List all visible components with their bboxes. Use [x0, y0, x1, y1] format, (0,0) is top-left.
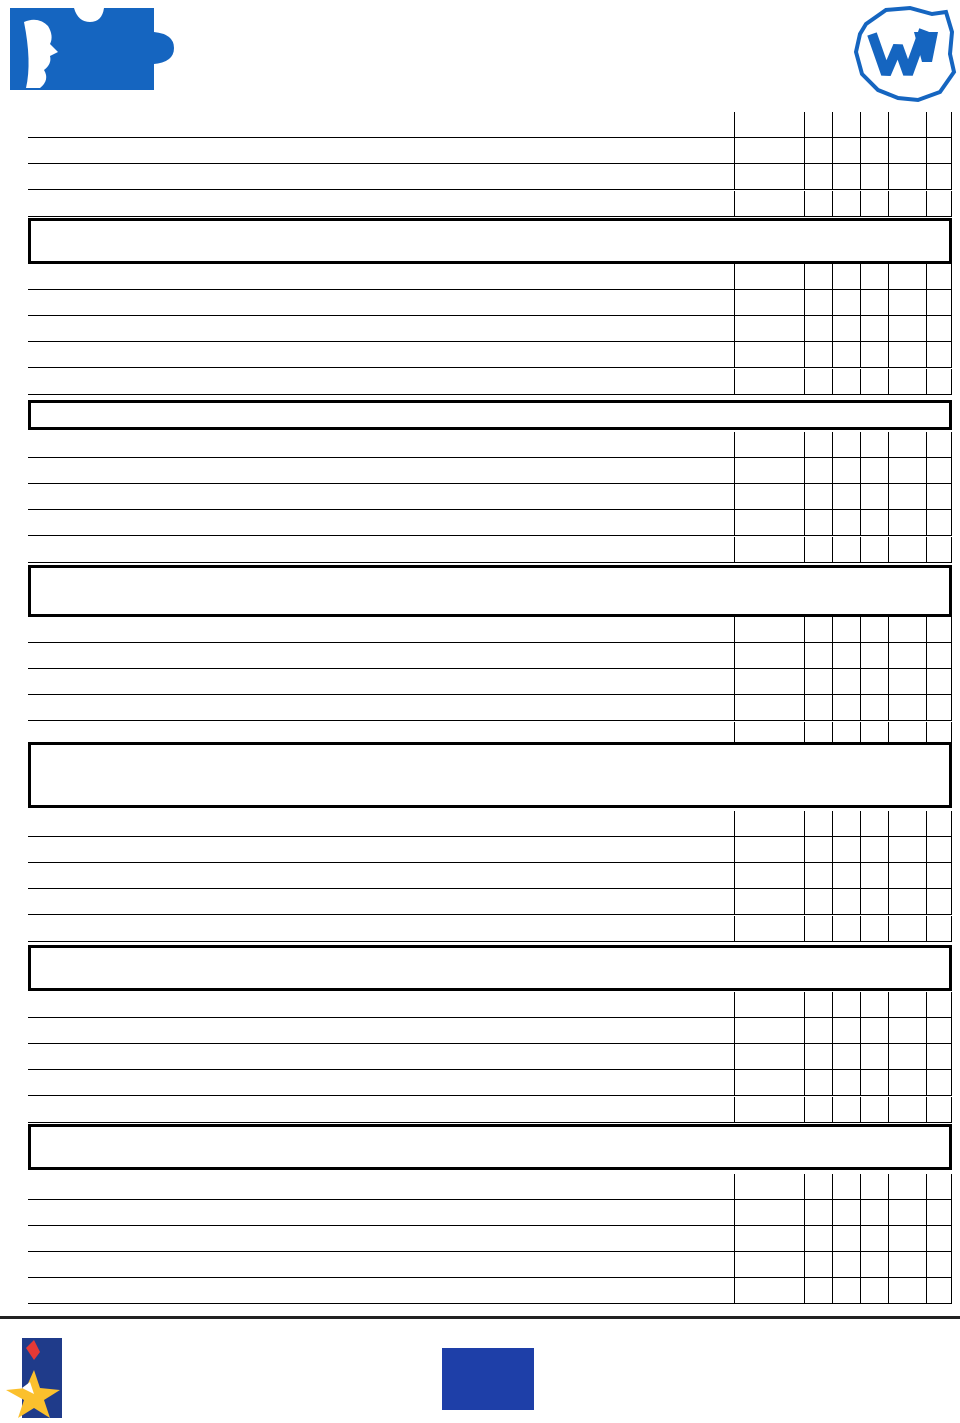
table-cell [860, 1044, 888, 1070]
table-row [28, 1200, 952, 1226]
table-cell [860, 191, 888, 217]
table-cell [888, 510, 926, 536]
question-heading [28, 1124, 952, 1170]
row-label [28, 1200, 734, 1226]
table-row [28, 916, 952, 942]
table-row [28, 432, 952, 458]
row-label [28, 264, 734, 290]
table-cell [926, 1200, 952, 1226]
row-label [28, 916, 734, 942]
table-cell [804, 1070, 832, 1096]
table-row [28, 138, 952, 164]
table-cell [734, 863, 804, 889]
table-cell [832, 695, 860, 721]
kapital-ludzki-star-logo [4, 1338, 66, 1418]
table-cell [926, 916, 952, 942]
table-cell [804, 316, 832, 342]
table-cell [734, 811, 804, 837]
table-cell [734, 837, 804, 863]
table-cell [832, 432, 860, 458]
table-cell [926, 316, 952, 342]
kreatywny-humanista-puzzle-logo [4, 2, 180, 94]
table-cell [734, 669, 804, 695]
table-cell [860, 992, 888, 1018]
table-row [28, 164, 952, 190]
row-label [28, 643, 734, 669]
table-cell [804, 510, 832, 536]
table-cell [804, 1174, 832, 1200]
table-cell [832, 138, 860, 164]
table-cell [860, 617, 888, 643]
eu-flag-icon [442, 1348, 534, 1410]
table-cell [926, 112, 952, 138]
table-cell [926, 669, 952, 695]
table-cell [832, 669, 860, 695]
table-row [28, 537, 952, 563]
row-label [28, 811, 734, 837]
table-cell [804, 537, 832, 563]
table-cell [888, 537, 926, 563]
table-cell [734, 290, 804, 316]
row-label [28, 1097, 734, 1123]
table-cell [832, 863, 860, 889]
table-cell [734, 1252, 804, 1278]
table-row [28, 617, 952, 643]
row-label [28, 458, 734, 484]
table-cell [860, 138, 888, 164]
table-cell [926, 617, 952, 643]
table-cell [860, 164, 888, 190]
table-row [28, 1070, 952, 1096]
table-row [28, 643, 952, 669]
table-cell [734, 342, 804, 368]
table-cell [832, 164, 860, 190]
table-cell [734, 432, 804, 458]
table-cell [734, 1070, 804, 1096]
table-cell [860, 1097, 888, 1123]
table-row [28, 695, 952, 721]
table-cell [926, 369, 952, 395]
table-cell [888, 1200, 926, 1226]
table-cell [888, 669, 926, 695]
table-row [28, 669, 952, 695]
page-footer [0, 1330, 960, 1423]
table-row [28, 369, 952, 395]
table-cell [888, 916, 926, 942]
table-cell [804, 164, 832, 190]
table-cell [926, 643, 952, 669]
table-cell [734, 1278, 804, 1304]
table-cell [804, 837, 832, 863]
row-label [28, 191, 734, 217]
table-cell [926, 863, 952, 889]
table-cell [860, 1018, 888, 1044]
table-cell [926, 992, 952, 1018]
table-cell [860, 316, 888, 342]
table-cell [734, 484, 804, 510]
table-cell [888, 164, 926, 190]
table-cell [832, 1070, 860, 1096]
table-cell [734, 537, 804, 563]
table-cell [832, 811, 860, 837]
table-cell [860, 1070, 888, 1096]
table-cell [804, 916, 832, 942]
table-cell [832, 1174, 860, 1200]
table-cell [888, 138, 926, 164]
table-cell [734, 643, 804, 669]
table-cell [888, 889, 926, 915]
table-cell [860, 290, 888, 316]
table-cell [804, 643, 832, 669]
table-cell [888, 342, 926, 368]
row-label [28, 1070, 734, 1096]
table-row [28, 1097, 952, 1123]
table-cell [832, 617, 860, 643]
table-cell [926, 164, 952, 190]
footer-rule [0, 1316, 960, 1319]
row-label [28, 837, 734, 863]
table-row [28, 191, 952, 217]
question-heading [28, 400, 952, 430]
table-cell [888, 264, 926, 290]
table-cell [832, 992, 860, 1018]
table-cell [888, 458, 926, 484]
table-row [28, 837, 952, 863]
table-cell [860, 432, 888, 458]
table-cell [832, 510, 860, 536]
table-cell [804, 369, 832, 395]
table-cell [888, 1097, 926, 1123]
row-label [28, 138, 734, 164]
table-cell [832, 316, 860, 342]
table-cell [926, 811, 952, 837]
table-cell [926, 1070, 952, 1096]
table-cell [804, 432, 832, 458]
table-cell [888, 811, 926, 837]
row-label [28, 1174, 734, 1200]
table-cell [734, 1174, 804, 1200]
table-row [28, 342, 952, 368]
table-cell [832, 342, 860, 368]
table-cell [832, 1097, 860, 1123]
table-cell [860, 1278, 888, 1304]
table-cell [804, 1278, 832, 1304]
row-label [28, 992, 734, 1018]
table-cell [926, 695, 952, 721]
question-heading [28, 945, 952, 991]
table-cell [926, 432, 952, 458]
table-cell [926, 889, 952, 915]
table-cell [888, 290, 926, 316]
table-cell [860, 458, 888, 484]
table-cell [832, 1278, 860, 1304]
row-label [28, 1226, 734, 1252]
table-cell [832, 1226, 860, 1252]
table-cell [888, 112, 926, 138]
table-cell [860, 342, 888, 368]
table-cell [804, 617, 832, 643]
table-cell [860, 369, 888, 395]
table-cell [734, 191, 804, 217]
table-cell [888, 316, 926, 342]
table-cell [804, 1044, 832, 1070]
table-cell [804, 290, 832, 316]
table-cell [832, 264, 860, 290]
table-cell [888, 837, 926, 863]
table-cell [926, 1252, 952, 1278]
row-label [28, 617, 734, 643]
row-label [28, 889, 734, 915]
table-cell [804, 1226, 832, 1252]
table-cell [804, 484, 832, 510]
table-cell [804, 191, 832, 217]
table-cell [734, 316, 804, 342]
table-cell [860, 1200, 888, 1226]
row-label [28, 669, 734, 695]
table-row [28, 1278, 952, 1304]
table-row [28, 264, 952, 290]
table-cell [832, 1252, 860, 1278]
table-cell [860, 669, 888, 695]
table-cell [926, 1226, 952, 1252]
table-cell [832, 537, 860, 563]
table-cell [734, 617, 804, 643]
table-cell [860, 695, 888, 721]
table-cell [734, 510, 804, 536]
row-label [28, 1278, 734, 1304]
table-cell [804, 992, 832, 1018]
table-row [28, 510, 952, 536]
table-row [28, 1174, 952, 1200]
table-cell [860, 112, 888, 138]
table-cell [832, 458, 860, 484]
row-label [28, 369, 734, 395]
table-cell [832, 1044, 860, 1070]
table-cell [860, 643, 888, 669]
table-cell [734, 458, 804, 484]
table-cell [926, 1044, 952, 1070]
table-cell [888, 191, 926, 217]
table-cell [804, 1252, 832, 1278]
row-label [28, 342, 734, 368]
table-cell [860, 1226, 888, 1252]
table-cell [804, 1097, 832, 1123]
table-cell [888, 1252, 926, 1278]
table-row [28, 992, 952, 1018]
table-cell [832, 191, 860, 217]
table-cell [804, 1200, 832, 1226]
table-cell [734, 164, 804, 190]
table-cell [888, 484, 926, 510]
table-cell [734, 369, 804, 395]
table-cell [860, 811, 888, 837]
table-cell [860, 863, 888, 889]
table-cell [926, 1278, 952, 1304]
table-cell [832, 1018, 860, 1044]
table-cell [860, 264, 888, 290]
table-cell [804, 112, 832, 138]
table-cell [888, 1044, 926, 1070]
row-label [28, 1018, 734, 1044]
table-cell [860, 510, 888, 536]
table-row [28, 1252, 952, 1278]
table-cell [832, 290, 860, 316]
table-cell [926, 264, 952, 290]
table-cell [832, 837, 860, 863]
table-cell [734, 916, 804, 942]
table-cell [926, 138, 952, 164]
row-label [28, 1044, 734, 1070]
table-cell [888, 1278, 926, 1304]
table-cell [832, 889, 860, 915]
row-label [28, 432, 734, 458]
row-label [28, 112, 734, 138]
table-cell [860, 537, 888, 563]
table-cell [734, 1226, 804, 1252]
table-cell [926, 342, 952, 368]
table-cell [734, 1018, 804, 1044]
row-label [28, 863, 734, 889]
table-cell [804, 264, 832, 290]
table-row [28, 1018, 952, 1044]
table-cell [888, 863, 926, 889]
row-label [28, 510, 734, 536]
table-row [28, 1044, 952, 1070]
row-label [28, 290, 734, 316]
table-cell [888, 1226, 926, 1252]
table-cell [734, 889, 804, 915]
table-cell [832, 643, 860, 669]
table-cell [926, 1097, 952, 1123]
table-cell [926, 510, 952, 536]
table-cell [860, 916, 888, 942]
question-heading [28, 218, 952, 264]
table-cell [860, 1252, 888, 1278]
table-cell [734, 112, 804, 138]
row-label [28, 164, 734, 190]
table-cell [860, 837, 888, 863]
table-cell [860, 1174, 888, 1200]
table-cell [926, 484, 952, 510]
table-cell [926, 458, 952, 484]
page-header [0, 0, 960, 110]
table-cell [832, 916, 860, 942]
table-cell [832, 369, 860, 395]
row-label [28, 316, 734, 342]
table-row [28, 889, 952, 915]
question-heading [28, 565, 952, 617]
table-cell [804, 669, 832, 695]
question-heading [28, 742, 952, 808]
table-cell [804, 1018, 832, 1044]
table-cell [888, 369, 926, 395]
table-cell [860, 484, 888, 510]
row-label [28, 1252, 734, 1278]
table-cell [888, 695, 926, 721]
table-cell [734, 1044, 804, 1070]
table-cell [832, 1200, 860, 1226]
table-cell [860, 889, 888, 915]
table-cell [734, 264, 804, 290]
table-row [28, 811, 952, 837]
table-cell [804, 138, 832, 164]
table-cell [888, 1070, 926, 1096]
table-cell [888, 432, 926, 458]
table-cell [734, 138, 804, 164]
table-cell [888, 643, 926, 669]
table-cell [804, 342, 832, 368]
table-cell [804, 889, 832, 915]
table-row [28, 290, 952, 316]
table-cell [832, 484, 860, 510]
table-cell [734, 992, 804, 1018]
table-cell [734, 1200, 804, 1226]
table-cell [734, 1097, 804, 1123]
row-label [28, 695, 734, 721]
table-cell [926, 537, 952, 563]
table-cell [804, 458, 832, 484]
table-row [28, 112, 952, 138]
row-label [28, 484, 734, 510]
table-cell [926, 290, 952, 316]
table-row [28, 316, 952, 342]
table-cell [926, 1018, 952, 1044]
table-cell [926, 1174, 952, 1200]
table-cell [804, 863, 832, 889]
table-cell [888, 992, 926, 1018]
table-cell [926, 837, 952, 863]
table-row [28, 458, 952, 484]
table-row [28, 863, 952, 889]
table-cell [888, 1174, 926, 1200]
table-row [28, 484, 952, 510]
table-cell [888, 1018, 926, 1044]
row-label [28, 537, 734, 563]
poland-map-w-logo [852, 2, 958, 106]
table-cell [832, 112, 860, 138]
table-cell [926, 191, 952, 217]
table-cell [804, 811, 832, 837]
table-cell [888, 617, 926, 643]
table-row [28, 1226, 952, 1252]
table-cell [734, 695, 804, 721]
table-cell [804, 695, 832, 721]
